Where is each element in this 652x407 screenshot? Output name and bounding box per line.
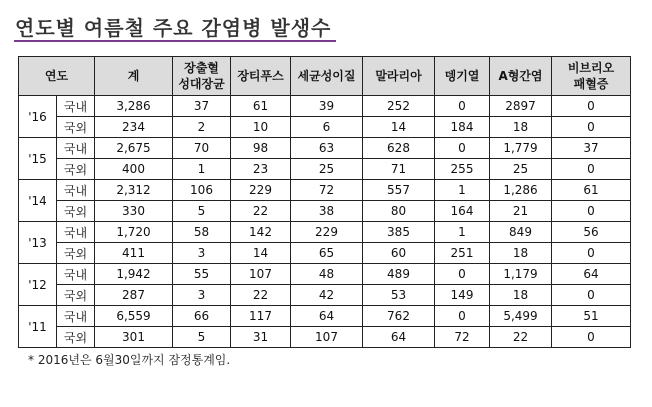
type-cell: 국내 xyxy=(57,138,95,159)
dengue-cell: 184 xyxy=(435,117,490,138)
dengue-cell: 0 xyxy=(435,264,490,285)
shigellosis-cell: 39 xyxy=(291,96,363,117)
total-cell: 2,312 xyxy=(95,180,173,201)
ehec-cell: 2 xyxy=(173,117,231,138)
typhoid-cell: 23 xyxy=(231,159,291,180)
hepatitis-a-cell: 18 xyxy=(490,285,552,306)
typhoid-cell: 107 xyxy=(231,264,291,285)
shigellosis-cell: 72 xyxy=(291,180,363,201)
table-row xyxy=(19,222,631,243)
type-cell: 국외 xyxy=(57,243,95,264)
vibrio-cell: 0 xyxy=(552,327,631,348)
typhoid-cell: 117 xyxy=(231,306,291,327)
malaria-cell: 557 xyxy=(363,180,435,201)
table-body xyxy=(19,96,631,348)
type-cell: 국외 xyxy=(57,117,95,138)
shigellosis-cell: 38 xyxy=(291,201,363,222)
dengue-cell: 0 xyxy=(435,138,490,159)
table-row xyxy=(19,159,631,180)
dengue-cell: 255 xyxy=(435,159,490,180)
table-row xyxy=(19,264,631,285)
footnote: * 2016년은 6월30일까지 잠정통계임. xyxy=(28,353,231,367)
shigellosis-cell: 48 xyxy=(291,264,363,285)
ehec-cell: 3 xyxy=(173,243,231,264)
header-malaria: 말라리아 xyxy=(363,57,435,96)
header-ehec-line1: 장출혈 xyxy=(184,61,219,75)
vibrio-cell: 51 xyxy=(552,306,631,327)
malaria-cell: 385 xyxy=(363,222,435,243)
vibrio-cell: 0 xyxy=(552,243,631,264)
header-vibrio xyxy=(552,57,631,96)
type-cell: 국내 xyxy=(57,306,95,327)
malaria-cell: 489 xyxy=(363,264,435,285)
hepatitis-a-cell: 1,286 xyxy=(490,180,552,201)
dengue-cell: 251 xyxy=(435,243,490,264)
type-cell: 국외 xyxy=(57,285,95,306)
hepatitis-a-cell: 1,179 xyxy=(490,264,552,285)
total-cell: 2,675 xyxy=(95,138,173,159)
typhoid-cell: 142 xyxy=(231,222,291,243)
infection-stats-table xyxy=(18,56,631,348)
year-cell: '12 xyxy=(19,264,57,306)
malaria-cell: 60 xyxy=(363,243,435,264)
dengue-cell: 164 xyxy=(435,201,490,222)
vibrio-cell: 56 xyxy=(552,222,631,243)
header-hepatitis-a: A형간염 xyxy=(490,57,552,96)
shigellosis-cell: 25 xyxy=(291,159,363,180)
dengue-cell: 72 xyxy=(435,327,490,348)
table-header-row xyxy=(19,57,631,96)
malaria-cell: 628 xyxy=(363,138,435,159)
vibrio-cell: 0 xyxy=(552,117,631,138)
ehec-cell: 55 xyxy=(173,264,231,285)
malaria-cell: 762 xyxy=(363,306,435,327)
table-row xyxy=(19,96,631,117)
hepatitis-a-cell: 25 xyxy=(490,159,552,180)
total-cell: 330 xyxy=(95,201,173,222)
table-row xyxy=(19,306,631,327)
table-row xyxy=(19,180,631,201)
malaria-cell: 53 xyxy=(363,285,435,306)
malaria-cell: 252 xyxy=(363,96,435,117)
typhoid-cell: 10 xyxy=(231,117,291,138)
page-title: 연도별 여름철 주요 감염병 발생수 xyxy=(15,16,332,40)
hepatitis-a-cell: 849 xyxy=(490,222,552,243)
dengue-cell: 149 xyxy=(435,285,490,306)
type-cell: 국외 xyxy=(57,159,95,180)
hepatitis-a-cell: 18 xyxy=(490,117,552,138)
typhoid-cell: 22 xyxy=(231,201,291,222)
dengue-cell: 0 xyxy=(435,306,490,327)
header-typhoid: 장티푸스 xyxy=(231,57,291,96)
hepatitis-a-cell: 22 xyxy=(490,327,552,348)
vibrio-cell: 37 xyxy=(552,138,631,159)
hepatitis-a-cell: 18 xyxy=(490,243,552,264)
vibrio-cell: 64 xyxy=(552,264,631,285)
header-dengue: 뎅기열 xyxy=(435,57,490,96)
year-cell: '15 xyxy=(19,138,57,180)
typhoid-cell: 22 xyxy=(231,285,291,306)
typhoid-cell: 229 xyxy=(231,180,291,201)
shigellosis-cell: 63 xyxy=(291,138,363,159)
table-row xyxy=(19,117,631,138)
ehec-cell: 66 xyxy=(173,306,231,327)
hepatitis-a-cell: 5,499 xyxy=(490,306,552,327)
table-row xyxy=(19,243,631,264)
shigellosis-cell: 42 xyxy=(291,285,363,306)
type-cell: 국내 xyxy=(57,264,95,285)
type-cell: 국외 xyxy=(57,327,95,348)
type-cell: 국내 xyxy=(57,222,95,243)
typhoid-cell: 14 xyxy=(231,243,291,264)
shigellosis-cell: 229 xyxy=(291,222,363,243)
total-cell: 1,942 xyxy=(95,264,173,285)
year-cell: '14 xyxy=(19,180,57,222)
ehec-cell: 58 xyxy=(173,222,231,243)
header-year: 연도 xyxy=(19,57,95,96)
ehec-cell: 5 xyxy=(173,201,231,222)
malaria-cell: 71 xyxy=(363,159,435,180)
shigellosis-cell: 65 xyxy=(291,243,363,264)
malaria-cell: 64 xyxy=(363,327,435,348)
total-cell: 400 xyxy=(95,159,173,180)
dengue-cell: 0 xyxy=(435,96,490,117)
shigellosis-cell: 107 xyxy=(291,327,363,348)
type-cell: 국내 xyxy=(57,180,95,201)
typhoid-cell: 61 xyxy=(231,96,291,117)
year-cell: '13 xyxy=(19,222,57,264)
vibrio-cell: 0 xyxy=(552,285,631,306)
hepatitis-a-cell: 21 xyxy=(490,201,552,222)
total-cell: 1,720 xyxy=(95,222,173,243)
ehec-cell: 106 xyxy=(173,180,231,201)
vibrio-cell: 0 xyxy=(552,96,631,117)
header-vibrio-line1: 비브리오 xyxy=(567,61,615,75)
vibrio-cell: 0 xyxy=(552,159,631,180)
total-cell: 6,559 xyxy=(95,306,173,327)
type-cell: 국외 xyxy=(57,201,95,222)
header-ehec-line2: 성대장균 xyxy=(178,77,225,91)
ehec-cell: 1 xyxy=(173,159,231,180)
vibrio-cell: 61 xyxy=(552,180,631,201)
typhoid-cell: 31 xyxy=(231,327,291,348)
year-cell: '16 xyxy=(19,96,57,138)
vibrio-cell: 0 xyxy=(552,201,631,222)
dengue-cell: 1 xyxy=(435,222,490,243)
dengue-cell: 1 xyxy=(435,180,490,201)
header-total: 계 xyxy=(95,57,173,96)
hepatitis-a-cell: 1,779 xyxy=(490,138,552,159)
table-row xyxy=(19,285,631,306)
typhoid-cell: 98 xyxy=(231,138,291,159)
table-row xyxy=(19,138,631,159)
year-cell: '11 xyxy=(19,306,57,348)
table-row xyxy=(19,201,631,222)
hepatitis-a-cell: 2897 xyxy=(490,96,552,117)
malaria-cell: 14 xyxy=(363,117,435,138)
total-cell: 301 xyxy=(95,327,173,348)
total-cell: 3,286 xyxy=(95,96,173,117)
title-underline xyxy=(14,40,336,42)
shigellosis-cell: 6 xyxy=(291,117,363,138)
total-cell: 411 xyxy=(95,243,173,264)
total-cell: 287 xyxy=(95,285,173,306)
header-vibrio-line2: 패혈증 xyxy=(573,77,609,91)
malaria-cell: 80 xyxy=(363,201,435,222)
header-shigellosis: 세균성이질 xyxy=(291,57,363,96)
shigellosis-cell: 64 xyxy=(291,306,363,327)
ehec-cell: 5 xyxy=(173,327,231,348)
ehec-cell: 3 xyxy=(173,285,231,306)
ehec-cell: 37 xyxy=(173,96,231,117)
type-cell: 국내 xyxy=(57,96,95,117)
header-ehec xyxy=(173,57,231,96)
total-cell: 234 xyxy=(95,117,173,138)
table-row xyxy=(19,327,631,348)
ehec-cell: 70 xyxy=(173,138,231,159)
